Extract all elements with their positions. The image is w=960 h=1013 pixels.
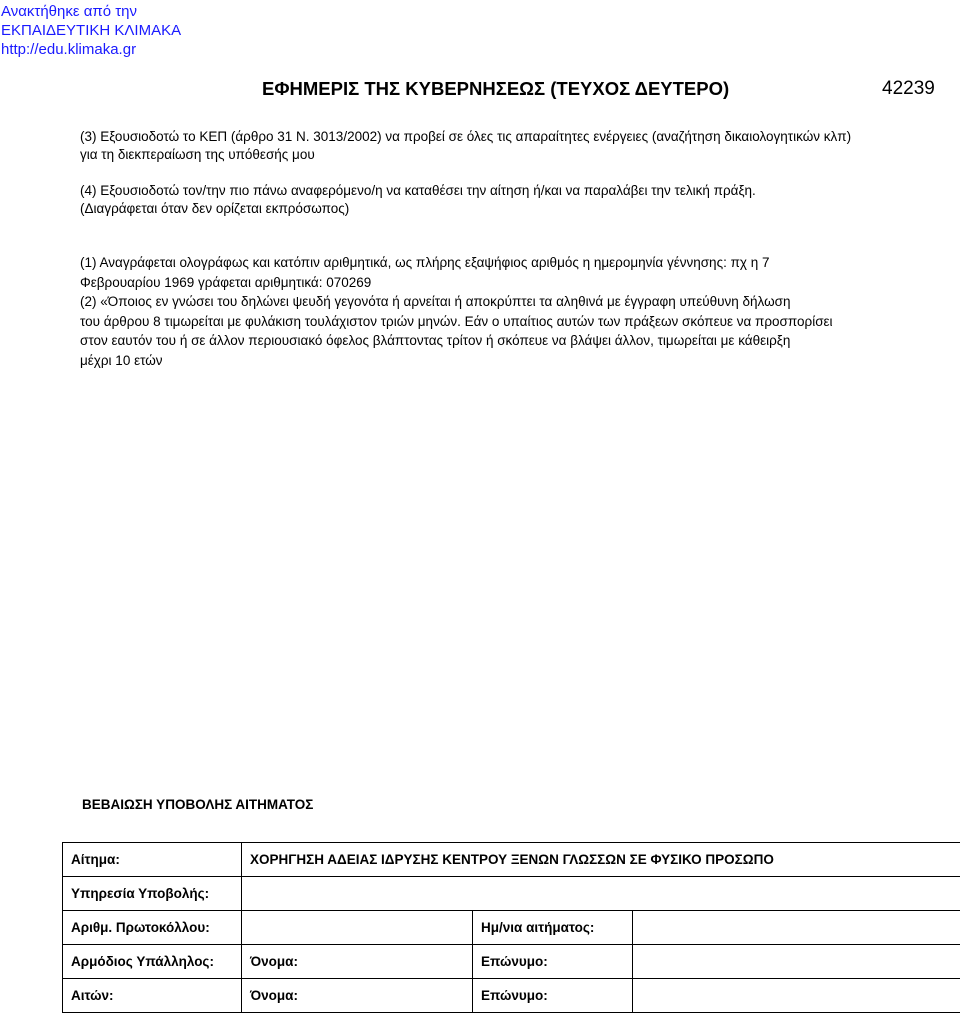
employee-first-name-label: Όνομα: [242, 945, 473, 979]
source-line-2: ΕΚΠΑΙΔΕΥΤΙΚΗ ΚΛΙΜΑΚΑ [1, 21, 181, 40]
applicant-label: Αιτών: [63, 979, 242, 1013]
footnote-2-line-2: του άρθρου 8 τιμωρείται με φυλάκιση τουλάχιστον τριών μηνών. Εάν ο υπαίτιος αυτών των πράξεων σκόπευε να προσπορίσει [80, 312, 946, 332]
footnote-1 [80, 253, 946, 292]
employee-label: Αρμόδιος Υπάλληλος: [63, 945, 242, 979]
footnote-1-line-1: (1) Αναγράφεται ολογράφως και κατόπιν αριθμητικά, ως πλήρης εξαψήφιος αριθμός η ημερομηνία γέννησης: πχ η 7 [80, 253, 946, 273]
paragraph-3-line-2: για τη διεκπεραίωση της υπόθεσής μου [80, 146, 946, 164]
request-row [63, 843, 960, 877]
request-date-field[interactable] [633, 911, 960, 945]
source-url[interactable]: http://edu.klimaka.gr [1, 40, 181, 59]
request-date-label: Ημ/νια αιτήματος: [473, 911, 633, 945]
source-attribution [1, 2, 181, 59]
footnote-2-line-1: (2) «Όποιος εν γνώσει του δηλώνει ψευδή γεγονότα ή αρνείται ή αποκρύπτει τα αληθινά με έγγραφη υπεύθυνη δήλωση [80, 292, 946, 312]
source-line-1: Ανακτήθηκε από την [1, 2, 181, 21]
applicant-last-name-label: Επώνυμο: [473, 979, 633, 1013]
service-value-field[interactable] [242, 877, 960, 911]
submission-certificate-heading: ΒΕΒΑΙΩΣΗ ΥΠΟΒΟΛΗΣ ΑΙΤΗΜΑΤΟΣ [82, 797, 313, 812]
submission-table [62, 842, 960, 1013]
paragraph-4-line-1: (4) Εξουσιοδοτώ τον/την πιο πάνω αναφερόμενο/η να καταθέσει την αίτηση ή/και να παραλάβει την τελική πράξη. [80, 182, 946, 200]
paragraph-4 [80, 182, 946, 218]
paragraph-3 [80, 128, 946, 164]
protocol-number-field[interactable] [242, 911, 473, 945]
service-row [63, 877, 960, 911]
employee-last-name-field[interactable] [633, 945, 960, 979]
applicant-last-name-field[interactable] [633, 979, 960, 1013]
gazette-header-title: ΕΦΗΜΕΡΙΣ ΤΗΣ ΚΥΒΕΡΝΗΣΕΩΣ (ΤΕΥΧΟΣ ΔΕΥΤΕΡΟ) [262, 78, 729, 100]
applicant-row [63, 979, 960, 1013]
footnote-2 [80, 292, 946, 370]
employee-last-name-label: Επώνυμο: [473, 945, 633, 979]
footnote-2-line-4: μέχρι 10 ετών [80, 351, 946, 371]
footnote-1-line-2: Φεβρουαρίου 1969 γράφεται αριθμητικά: 070269 [80, 273, 946, 293]
page-number: 42239 [882, 78, 935, 100]
footnote-2-line-3: στον εαυτόν του ή σε άλλον περιουσιακό όφελος βλάπτοντας τρίτον ή σκόπευε να βλάψει άλλον, τιμωρείται με κάθειρξη [80, 331, 946, 351]
request-label: Αίτημα: [63, 843, 242, 877]
protocol-number-label: Αριθμ. Πρωτοκόλλου: [63, 911, 242, 945]
employee-row [63, 945, 960, 979]
service-label: Υπηρεσία Υποβολής: [63, 877, 242, 911]
protocol-row [63, 911, 960, 945]
applicant-first-name-label: Όνομα: [242, 979, 473, 1013]
paragraph-4-line-2: (Διαγράφεται όταν δεν ορίζεται εκπρόσωπος) [80, 200, 946, 218]
request-value: ΧΟΡΗΓΗΣΗ ΑΔΕΙΑΣ ΙΔΡΥΣΗΣ ΚΕΝΤΡΟΥ ΞΕΝΩΝ ΓΛΩΣΣΩΝ ΣΕ ΦΥΣΙΚΟ ΠΡΟΣΩΠΟ [242, 843, 960, 877]
paragraph-3-line-1: (3) Εξουσιοδοτώ το ΚΕΠ (άρθρο 31 Ν. 3013/2002) να προβεί σε όλες τις απαραίτητες ενέργειες (αναζήτηση δικαιολογητικών κλπ) [80, 128, 946, 146]
